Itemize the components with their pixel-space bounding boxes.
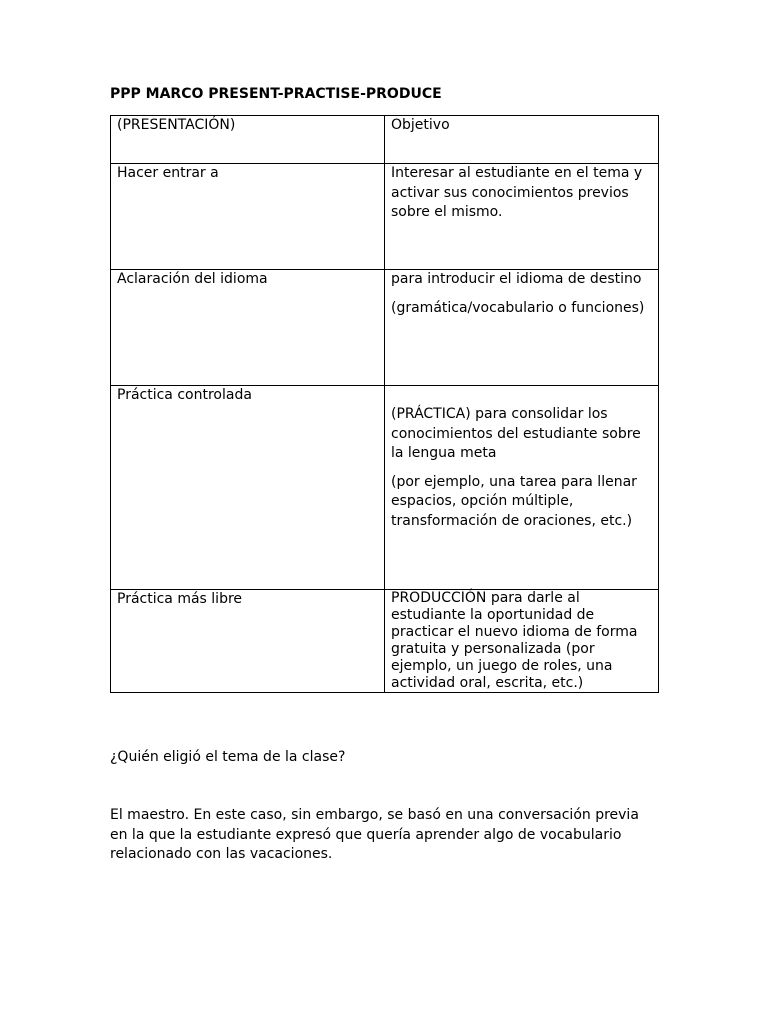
- table-cell-objective: [385, 164, 659, 270]
- table-row: [111, 116, 659, 164]
- objective-text: Interesar al estudiante en el tema y activar sus conocimientos previos sobre el mismo.: [391, 165, 643, 220]
- question-text: ¿Quién eligió el tema de la clase?: [110, 749, 346, 765]
- stage-label: Hacer entrar a: [117, 165, 219, 181]
- stage-label: Práctica controlada: [117, 387, 252, 403]
- stage-label: Práctica más libre: [117, 591, 243, 607]
- answer-text: El maestro. En este caso, sin embargo, se basó en una conversación previa en la que la estudiante expresó que quería aprender algo de vocabulario relacionado con las vacaciones.: [110, 807, 639, 862]
- table-row: [111, 164, 659, 270]
- table-cell-stage: [111, 116, 385, 164]
- ppp-table: [110, 115, 659, 693]
- stage-label: (PRESENTACIÓN): [117, 117, 236, 133]
- objective-text: PRODUCCIÓN para darle al estudiante la oportunidad de practicar el nuevo idioma de forma gratuita y personalizada (por ejemplo, un juego de roles, una actividad oral, escrita, etc.): [391, 590, 638, 691]
- objective-text: Objetivo: [391, 117, 450, 133]
- table-cell-stage: [111, 270, 385, 386]
- table-cell-objective: [385, 116, 659, 164]
- table-row: [111, 590, 659, 693]
- objective-text: (PRÁCTICA) para consolidar los conocimientos del estudiante sobre la lengua meta: [391, 406, 641, 461]
- objective-text: para introducir el idioma de destino: [391, 271, 642, 287]
- table-cell-stage: [111, 164, 385, 270]
- cell-spacer: [391, 386, 652, 396]
- table-row: [111, 270, 659, 386]
- table-cell-stage: [111, 590, 385, 693]
- table-cell-objective: [385, 386, 659, 590]
- table-cell-stage: [111, 386, 385, 590]
- table-cell-objective: [385, 270, 659, 386]
- table-row: [111, 386, 659, 590]
- table-cell-objective: [385, 590, 659, 693]
- objective-text: (por ejemplo, una tarea para llenar espacios, opción múltiple, transformación de oraciones, etc.): [391, 473, 637, 529]
- document-title: PPP MARCO PRESENT-PRACTISE-PRODUCE: [110, 86, 442, 102]
- stage-label: Aclaración del idioma: [117, 271, 268, 287]
- objective-text: (gramática/vocabulario o funciones): [391, 299, 645, 316]
